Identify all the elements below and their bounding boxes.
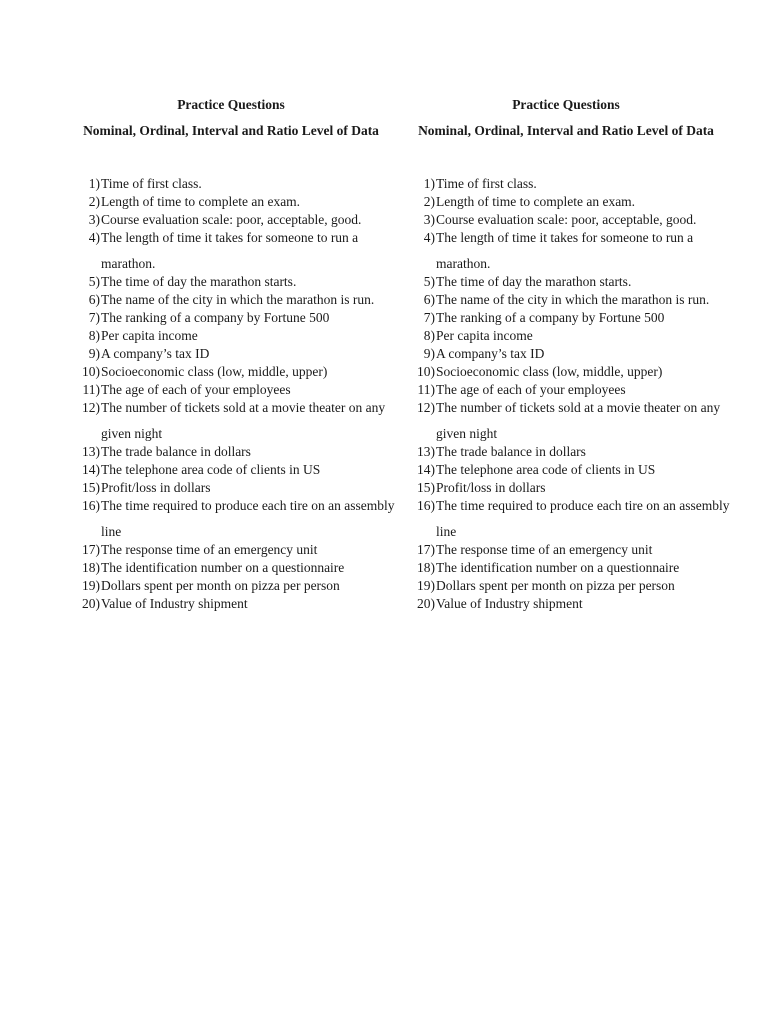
question-number: 15) <box>82 479 100 495</box>
list-item <box>66 595 396 613</box>
question-number: 3) <box>423 211 435 227</box>
question-number: 11) <box>82 381 100 397</box>
list-item <box>66 399 396 443</box>
question-number: 18) <box>417 559 435 575</box>
question-text: The name of the city in which the marathon is run. <box>436 291 710 307</box>
list-item <box>401 229 731 273</box>
question-text: The response time of an emergency unit <box>101 541 318 557</box>
question-text: Dollars spent per month on pizza per person <box>436 577 675 593</box>
list-item <box>66 461 396 479</box>
question-number: 14) <box>82 461 100 477</box>
list-item <box>66 229 396 273</box>
question-text: Socioeconomic class (low, middle, upper) <box>101 363 328 379</box>
question-text: The time required to produce each tire on an assembly line <box>101 497 395 539</box>
question-text: The response time of an emergency unit <box>436 541 653 557</box>
question-number: 20) <box>417 595 435 611</box>
question-text: Profit/loss in dollars <box>436 479 546 495</box>
question-text: Dollars spent per month on pizza per person <box>101 577 340 593</box>
question-text: Profit/loss in dollars <box>101 479 211 495</box>
list-item <box>66 497 396 541</box>
question-text: A company’s tax ID <box>436 345 545 361</box>
question-number: 12) <box>417 399 435 415</box>
question-number: 8) <box>423 327 435 343</box>
list-item <box>66 443 396 461</box>
question-number: 14) <box>417 461 435 477</box>
list-item <box>401 497 731 541</box>
list-item <box>66 541 396 559</box>
question-number: 1) <box>423 175 435 191</box>
list-item <box>66 363 396 381</box>
right-column <box>401 92 731 613</box>
question-text: A company’s tax ID <box>101 345 210 361</box>
question-number: 18) <box>82 559 100 575</box>
question-text: The trade balance in dollars <box>436 443 586 459</box>
list-item <box>66 345 396 363</box>
question-text: Course evaluation scale: poor, acceptable, good. <box>101 211 362 227</box>
question-number: 4) <box>423 229 435 245</box>
list-item <box>401 309 731 327</box>
question-text: Length of time to complete an exam. <box>436 193 636 209</box>
question-text: The telephone area code of clients in US <box>101 461 321 477</box>
question-text: Time of first class. <box>101 175 202 191</box>
list-item <box>401 363 731 381</box>
question-number: 7) <box>88 309 100 325</box>
question-text: Per capita income <box>101 327 198 343</box>
question-number: 9) <box>423 345 435 361</box>
question-list <box>66 175 396 613</box>
list-item <box>66 309 396 327</box>
list-item <box>401 345 731 363</box>
question-number: 19) <box>82 577 100 593</box>
list-item <box>401 327 731 345</box>
page-subtitle: Nominal, Ordinal, Interval and Ratio Level of Data <box>418 123 714 138</box>
question-number: 10) <box>82 363 100 379</box>
question-number: 5) <box>88 273 100 289</box>
question-number: 11) <box>417 381 435 397</box>
question-text: Per capita income <box>436 327 533 343</box>
list-item <box>66 291 396 309</box>
question-number: 13) <box>417 443 435 459</box>
question-number: 17) <box>417 541 435 557</box>
question-number: 4) <box>88 229 100 245</box>
question-text: The length of time it takes for someone to run a marathon. <box>436 229 694 271</box>
question-text: Value of Industry shipment <box>436 595 583 611</box>
list-item <box>401 577 731 595</box>
question-number: 1) <box>88 175 100 191</box>
question-text: The age of each of your employees <box>436 381 626 397</box>
question-text: The ranking of a company by Fortune 500 <box>436 309 665 325</box>
list-item <box>401 291 731 309</box>
list-item <box>66 327 396 345</box>
question-text: The age of each of your employees <box>101 381 291 397</box>
question-number: 6) <box>88 291 100 307</box>
question-number: 15) <box>417 479 435 495</box>
question-number: 8) <box>88 327 100 343</box>
question-text: Socioeconomic class (low, middle, upper) <box>436 363 663 379</box>
question-number: 16) <box>417 497 435 513</box>
question-text: The number of tickets sold at a movie theater on any given night <box>101 399 386 441</box>
question-text: The identification number on a questionnaire <box>436 559 680 575</box>
list-item <box>401 541 731 559</box>
question-text: The time of day the marathon starts. <box>436 273 632 289</box>
question-number: 16) <box>82 497 100 513</box>
question-number: 12) <box>82 399 100 415</box>
list-item <box>401 461 731 479</box>
question-text: The telephone area code of clients in US <box>436 461 656 477</box>
question-list <box>401 175 731 613</box>
question-number: 19) <box>417 577 435 593</box>
question-text: The identification number on a questionnaire <box>101 559 345 575</box>
question-text: Value of Industry shipment <box>101 595 248 611</box>
question-text: Course evaluation scale: poor, acceptable, good. <box>436 211 697 227</box>
question-number: 13) <box>82 443 100 459</box>
list-item <box>401 399 731 443</box>
list-item <box>401 443 731 461</box>
question-number: 2) <box>423 193 435 209</box>
page-title: Practice Questions <box>512 97 620 112</box>
list-item <box>66 559 396 577</box>
list-item <box>66 577 396 595</box>
list-item <box>66 175 396 193</box>
question-number: 5) <box>423 273 435 289</box>
question-text: The time required to produce each tire on an assembly line <box>436 497 730 539</box>
question-number: 9) <box>88 345 100 361</box>
question-number: 2) <box>88 193 100 209</box>
list-item <box>401 595 731 613</box>
question-number: 10) <box>417 363 435 379</box>
list-item <box>401 175 731 193</box>
question-text: The length of time it takes for someone to run a marathon. <box>101 229 359 271</box>
page-title: Practice Questions <box>177 97 285 112</box>
question-text: Length of time to complete an exam. <box>101 193 301 209</box>
question-number: 7) <box>423 309 435 325</box>
question-text: The ranking of a company by Fortune 500 <box>101 309 330 325</box>
question-number: 17) <box>82 541 100 557</box>
question-text: The name of the city in which the marathon is run. <box>101 291 375 307</box>
page-subtitle: Nominal, Ordinal, Interval and Ratio Level of Data <box>83 123 379 138</box>
question-number: 6) <box>423 291 435 307</box>
list-item <box>401 559 731 577</box>
question-text: The number of tickets sold at a movie theater on any given night <box>436 399 721 441</box>
question-text: The time of day the marathon starts. <box>101 273 297 289</box>
question-text: Time of first class. <box>436 175 537 191</box>
question-text: The trade balance in dollars <box>101 443 251 459</box>
question-number: 20) <box>82 595 100 611</box>
left-column <box>66 92 396 613</box>
question-number: 3) <box>88 211 100 227</box>
